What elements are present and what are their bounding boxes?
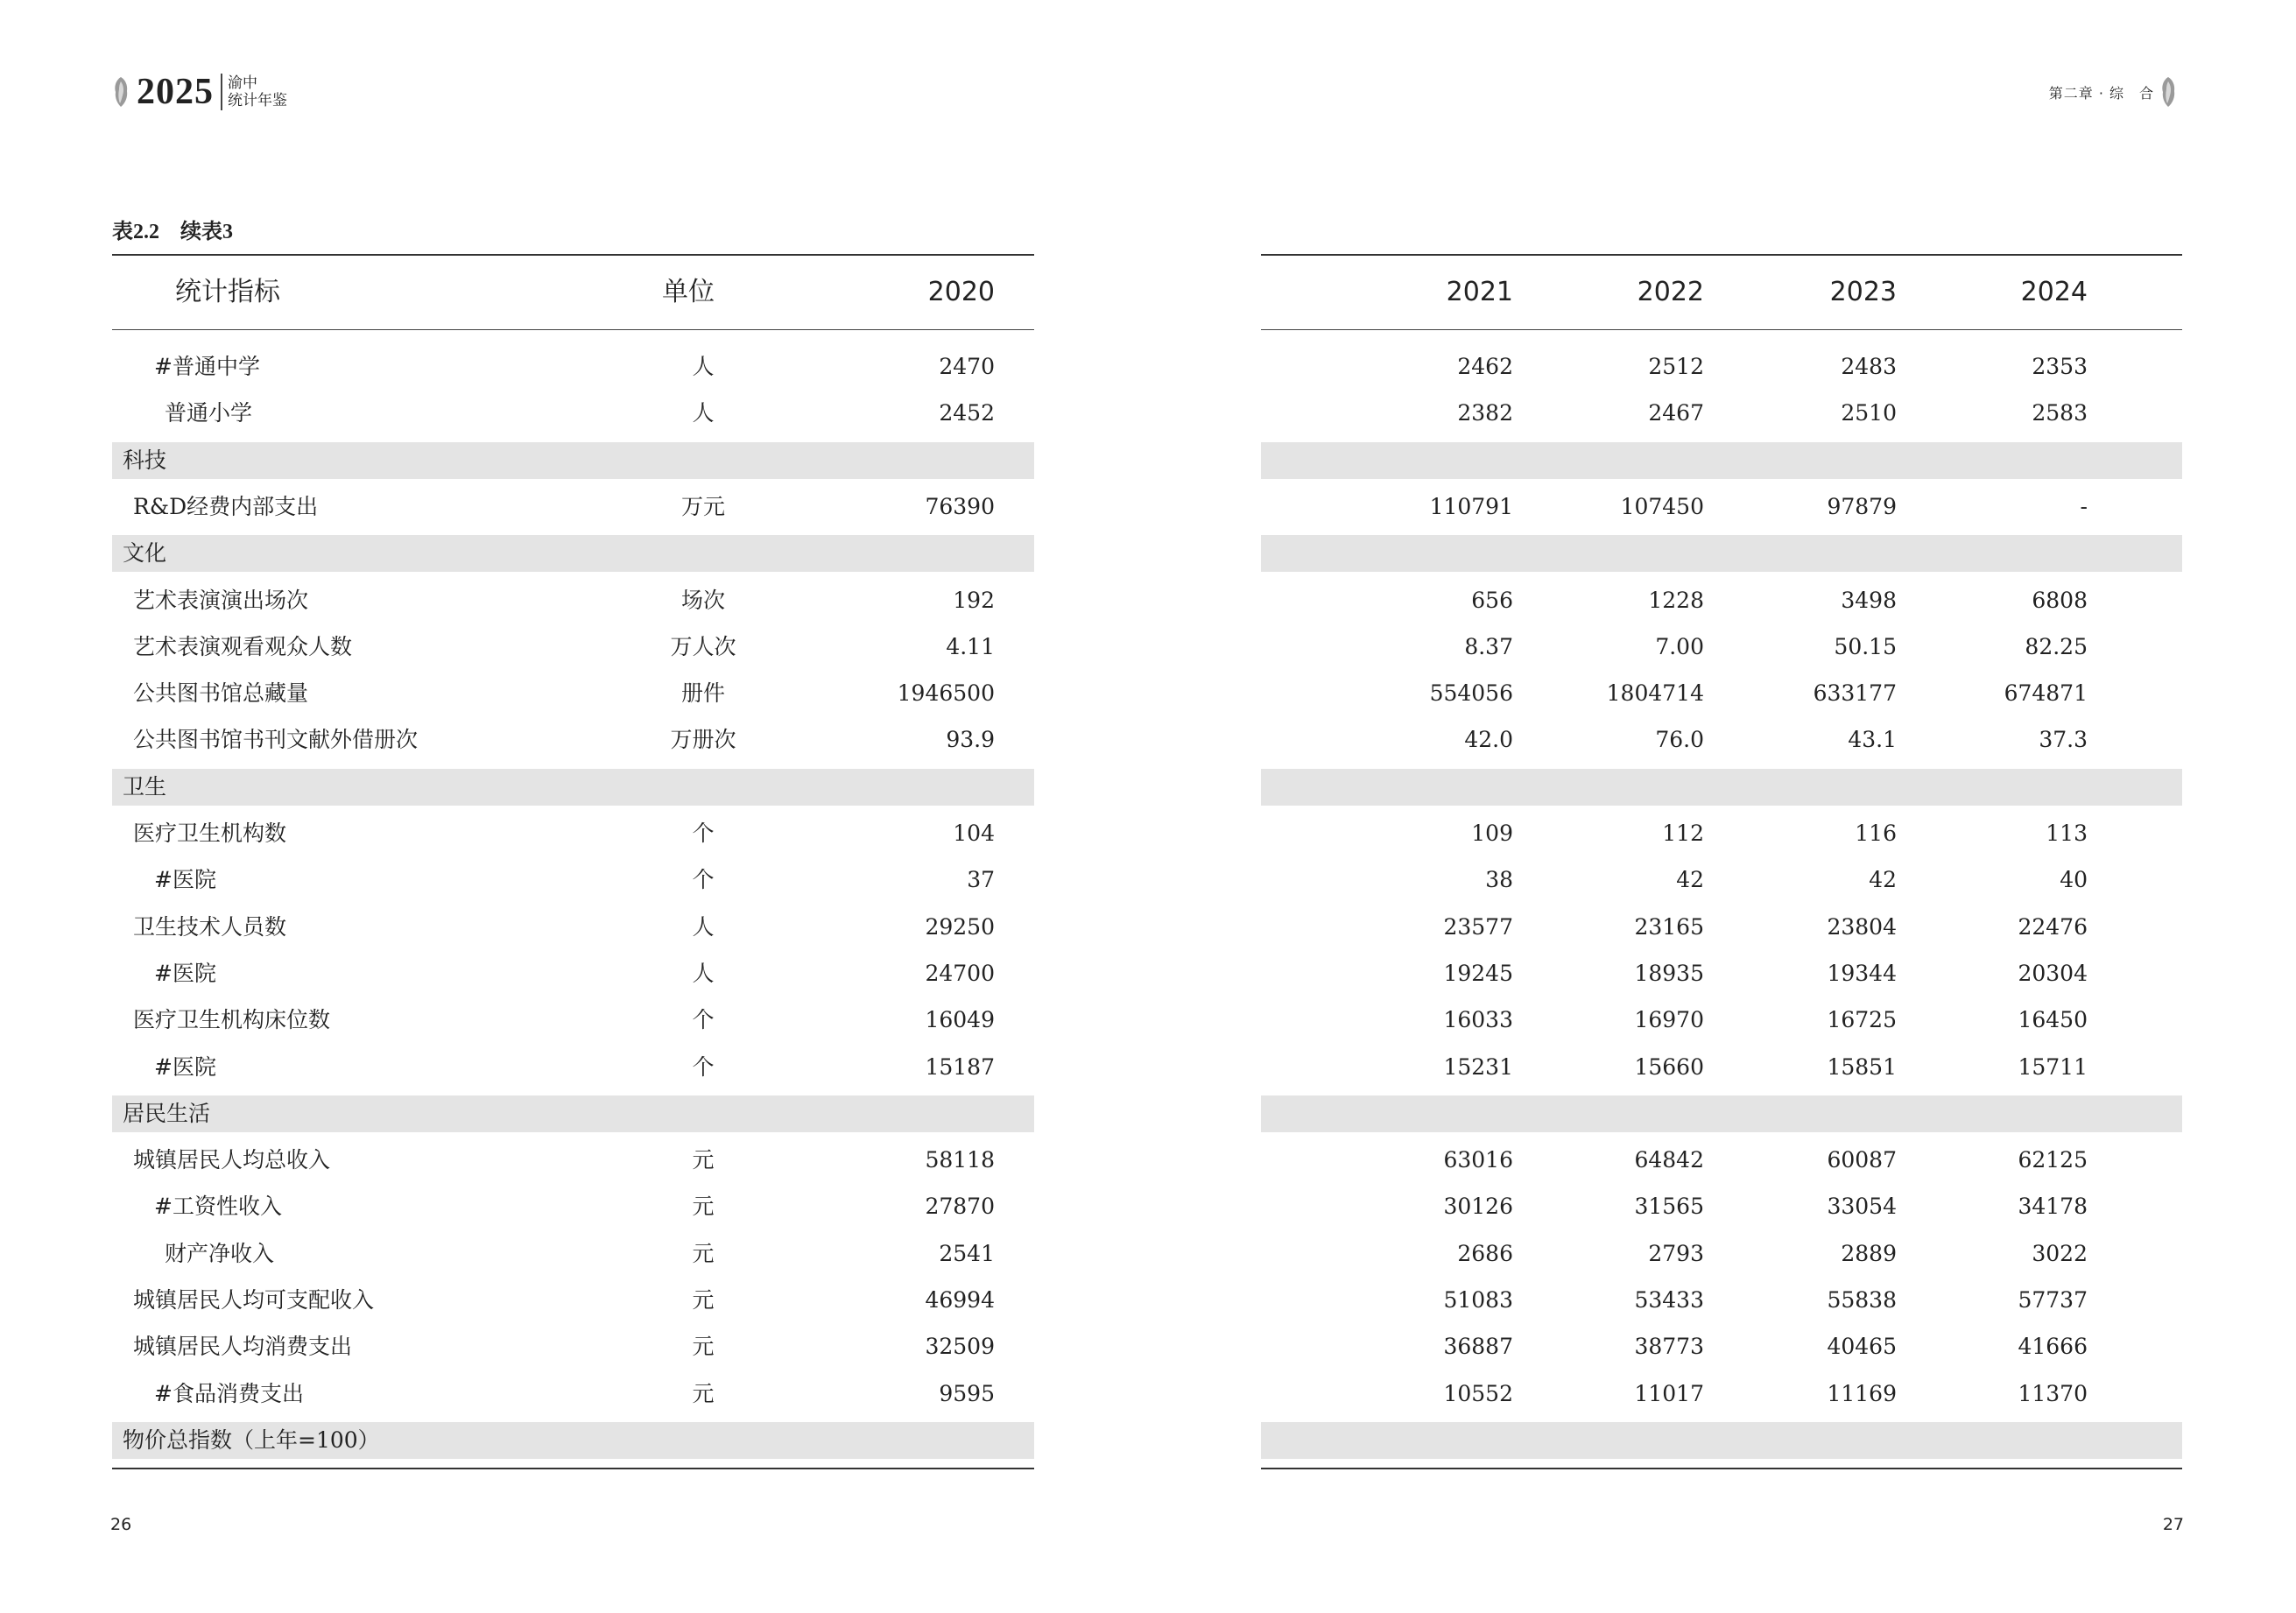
header-divider	[221, 74, 222, 110]
table-row	[1261, 629, 2182, 666]
section-label: 卫生	[123, 774, 167, 799]
unit-cell: 元	[692, 1194, 715, 1219]
value-cell: 10552	[1443, 1381, 1513, 1406]
table-row	[112, 675, 1034, 712]
value-cell: 42	[1869, 867, 1897, 892]
section-row	[112, 1422, 1034, 1459]
value-cell: 113	[2046, 821, 2088, 846]
unit-cell: 人	[692, 961, 715, 986]
value-cell: 1228	[1648, 588, 1704, 613]
section-row	[1261, 1422, 2182, 1459]
section-row	[112, 442, 1034, 479]
indicator-name: 艺术表演演出场次	[133, 588, 309, 613]
section-row	[1261, 535, 2182, 572]
table-row	[1261, 1002, 2182, 1039]
value-cell: 76390	[925, 494, 995, 519]
unit-cell: 场次	[680, 588, 725, 613]
value-cell: 1946500	[897, 680, 995, 706]
value-cell: 16450	[2018, 1007, 2088, 1032]
table-row	[112, 862, 1034, 898]
value-cell: 29250	[925, 914, 995, 940]
value-cell: 8.37	[1464, 634, 1513, 659]
value-cell: 23165	[1634, 914, 1704, 940]
unit-cell: 万元	[680, 494, 725, 519]
value-cell: 51083	[1443, 1287, 1513, 1313]
value-cell: 2353	[2032, 354, 2088, 379]
indicator-name: 城镇居民人均可支配收入	[133, 1287, 375, 1313]
value-cell: 16970	[1634, 1007, 1704, 1032]
indicator-name: #工资性收入	[154, 1194, 282, 1219]
header-year: 2024	[2020, 277, 2088, 307]
header-indicator: 统计指标	[175, 277, 280, 307]
indicator-name: 财产净收入	[165, 1241, 275, 1266]
section-label: 物价总指数（上年=100）	[123, 1427, 380, 1453]
value-cell: 34178	[2018, 1194, 2088, 1219]
value-cell: 1804714	[1606, 680, 1704, 706]
section-row	[112, 1095, 1034, 1132]
value-cell: 2470	[939, 354, 995, 379]
table-row	[112, 582, 1034, 619]
value-cell: 2467	[1648, 400, 1704, 426]
indicator-name: 艺术表演观看观众人数	[133, 634, 353, 659]
page-number-left: 26	[110, 1515, 132, 1534]
value-cell: 63016	[1443, 1147, 1513, 1173]
section-row	[1261, 1095, 2182, 1132]
unit-cell: 人	[692, 914, 715, 940]
value-cell: 633177	[1813, 680, 1897, 706]
header-year: 2025	[137, 72, 214, 112]
table-row	[112, 489, 1034, 525]
table-header-rule	[112, 329, 1034, 330]
value-cell: 42.0	[1464, 727, 1513, 752]
value-cell: 50.15	[1834, 634, 1897, 659]
section-label: 科技	[123, 447, 167, 473]
unit-cell: 人	[692, 354, 715, 379]
table-row	[1261, 395, 2182, 432]
value-cell: 38773	[1634, 1334, 1704, 1359]
indicator-name: #食品消费支出	[154, 1381, 304, 1406]
value-cell: 32509	[925, 1334, 995, 1359]
value-cell: 19245	[1443, 961, 1513, 986]
unit-cell: 册件	[680, 680, 725, 706]
value-cell: 2452	[939, 400, 995, 426]
value-cell: 15711	[2018, 1054, 2088, 1080]
indicator-name: 医疗卫生机构数	[133, 821, 287, 846]
table-row	[112, 1002, 1034, 1039]
value-cell: 674871	[2004, 680, 2088, 706]
value-cell: 2462	[1457, 354, 1513, 379]
table-row	[1261, 1236, 2182, 1272]
header-year: 2023	[1829, 277, 1897, 307]
indicator-name: 城镇居民人均消费支出	[133, 1334, 353, 1359]
value-cell: 22476	[2018, 914, 2088, 940]
header-year: 2022	[1637, 277, 1704, 307]
table-row	[1261, 1142, 2182, 1179]
value-cell: 57737	[2018, 1287, 2088, 1313]
value-cell: 192	[953, 588, 995, 613]
unit-cell: 万册次	[670, 727, 736, 752]
value-cell: 11370	[2018, 1381, 2088, 1406]
table-row	[112, 1142, 1034, 1179]
indicator-name: 卫生技术人员数	[133, 914, 287, 940]
indicator-name: 城镇居民人均总收入	[133, 1147, 331, 1173]
table-row	[112, 909, 1034, 946]
value-cell: 2510	[1841, 400, 1897, 426]
value-cell: 37	[967, 867, 995, 892]
indicator-name: 医疗卫生机构床位数	[133, 1007, 331, 1032]
table-row	[112, 629, 1034, 666]
value-cell: 3022	[2032, 1241, 2088, 1266]
value-cell: 60087	[1827, 1147, 1897, 1173]
value-cell: 18935	[1634, 961, 1704, 986]
value-cell: 20304	[2018, 961, 2088, 986]
value-cell: 42	[1676, 867, 1704, 892]
value-cell: 656	[1471, 588, 1513, 613]
value-cell: 15187	[925, 1054, 995, 1080]
table-row	[1261, 489, 2182, 525]
table-row	[1261, 1376, 2182, 1412]
header-year: 2021	[1446, 277, 1513, 307]
header-unit: 单位	[662, 277, 715, 307]
value-cell: 2889	[1841, 1241, 1897, 1266]
value-cell: 43.1	[1848, 727, 1897, 752]
value-cell: 2541	[939, 1241, 995, 1266]
table-row	[1261, 1328, 2182, 1365]
value-cell: 6808	[2032, 588, 2088, 613]
value-cell: 110791	[1429, 494, 1513, 519]
value-cell: 2583	[2032, 400, 2088, 426]
indicator-name: 公共图书馆总藏量	[133, 680, 309, 706]
value-cell: 9595	[939, 1381, 995, 1406]
value-cell: 15851	[1827, 1054, 1897, 1080]
value-cell: 112	[1662, 821, 1704, 846]
table-header-row	[112, 256, 1034, 329]
table-row	[112, 349, 1034, 385]
table-row	[112, 1188, 1034, 1225]
table-row	[1261, 722, 2182, 758]
book-header	[112, 70, 287, 114]
value-cell: 23804	[1827, 914, 1897, 940]
table-row	[1261, 675, 2182, 712]
table-header-row	[1261, 256, 2182, 329]
table-bottom-rule	[1261, 1468, 2182, 1469]
value-cell: 33054	[1827, 1194, 1897, 1219]
value-cell: 62125	[2018, 1147, 2088, 1173]
value-cell: 76.0	[1655, 727, 1704, 752]
value-cell: 11169	[1827, 1381, 1897, 1406]
value-cell: 2686	[1457, 1241, 1513, 1266]
section-row	[112, 769, 1034, 806]
value-cell: 97879	[1827, 494, 1897, 519]
unit-cell: 个	[692, 867, 715, 892]
table-row	[112, 1236, 1034, 1272]
value-cell: 41666	[2018, 1334, 2088, 1359]
chapter-title: 第二章 · 综 合	[2048, 84, 2154, 102]
table-row	[112, 1328, 1034, 1365]
table-row	[112, 395, 1034, 432]
value-cell: 31565	[1634, 1194, 1704, 1219]
book-title-line2: 统计年鉴	[228, 92, 287, 109]
table-row	[1261, 1049, 2182, 1086]
unit-cell: 个	[692, 821, 715, 846]
value-cell: 40465	[1827, 1334, 1897, 1359]
table-row	[112, 1376, 1034, 1412]
value-cell: 24700	[925, 961, 995, 986]
table-header-rule	[1261, 329, 2182, 330]
value-cell: 109	[1471, 821, 1513, 846]
value-cell: 16033	[1443, 1007, 1513, 1032]
landmark-emblem-icon	[2159, 76, 2177, 108]
value-cell: 104	[953, 821, 995, 846]
indicator-name: R&D经费内部支出	[133, 494, 319, 519]
value-cell: 2793	[1648, 1241, 1704, 1266]
value-cell: -	[2080, 494, 2088, 519]
table-row	[112, 1049, 1034, 1086]
table-row	[1261, 1188, 2182, 1225]
value-cell: 15231	[1443, 1054, 1513, 1080]
value-cell: 11017	[1634, 1381, 1704, 1406]
table-row	[1261, 862, 2182, 898]
unit-cell: 元	[692, 1334, 715, 1359]
value-cell: 2382	[1457, 400, 1513, 426]
value-cell: 19344	[1827, 961, 1897, 986]
value-cell: 2512	[1648, 354, 1704, 379]
unit-cell: 人	[692, 400, 715, 426]
unit-cell: 元	[692, 1147, 715, 1173]
section-row	[112, 535, 1034, 572]
value-cell: 40	[2060, 867, 2088, 892]
unit-cell: 个	[692, 1007, 715, 1032]
value-cell: 2483	[1841, 354, 1897, 379]
table-row	[1261, 955, 2182, 992]
value-cell: 93.9	[946, 727, 995, 752]
value-cell: 55838	[1827, 1287, 1897, 1313]
value-cell: 3498	[1841, 588, 1897, 613]
section-label: 文化	[123, 540, 167, 566]
value-cell: 16049	[925, 1007, 995, 1032]
section-row	[1261, 769, 2182, 806]
section-row	[1261, 442, 2182, 479]
unit-cell: 元	[692, 1287, 715, 1313]
table-row	[1261, 909, 2182, 946]
value-cell: 23577	[1443, 914, 1513, 940]
value-cell: 64842	[1634, 1147, 1704, 1173]
table-row	[1261, 582, 2182, 619]
value-cell: 82.25	[2025, 634, 2088, 659]
value-cell: 58118	[925, 1147, 995, 1173]
value-cell: 37.3	[2039, 727, 2088, 752]
indicator-name: 公共图书馆书刊文献外借册次	[133, 727, 419, 752]
table-row	[1261, 1282, 2182, 1319]
value-cell: 53433	[1634, 1287, 1704, 1313]
indicator-name: #医院	[154, 961, 216, 986]
value-cell: 107450	[1620, 494, 1704, 519]
table-row	[112, 722, 1034, 758]
unit-cell: 个	[692, 1054, 715, 1080]
value-cell: 16725	[1827, 1007, 1897, 1032]
indicator-name: #医院	[154, 867, 216, 892]
section-label: 居民生活	[123, 1101, 211, 1126]
value-cell: 554056	[1429, 680, 1513, 706]
table-row	[112, 955, 1034, 992]
value-cell: 116	[1855, 821, 1897, 846]
table-row	[112, 815, 1034, 852]
chapter-header	[2049, 72, 2184, 112]
value-cell: 7.00	[1655, 634, 1704, 659]
table-bottom-rule	[112, 1468, 1034, 1469]
indicator-name: #普通中学	[154, 354, 260, 379]
value-cell: 46994	[925, 1287, 995, 1313]
value-cell: 36887	[1443, 1334, 1513, 1359]
table-row	[1261, 349, 2182, 385]
unit-cell: 万人次	[670, 634, 736, 659]
indicator-name: #医院	[154, 1054, 216, 1080]
indicator-name: 普通小学	[165, 400, 253, 426]
book-title-line1: 渝中	[228, 74, 257, 92]
table-row	[1261, 815, 2182, 852]
value-cell: 4.11	[946, 634, 995, 659]
table-row	[112, 1282, 1034, 1319]
value-cell: 15660	[1634, 1054, 1704, 1080]
unit-cell: 元	[692, 1381, 715, 1406]
value-cell: 27870	[925, 1194, 995, 1219]
header-year: 2020	[927, 277, 995, 307]
unit-cell: 元	[692, 1241, 715, 1266]
book-title	[228, 74, 287, 109]
value-cell: 30126	[1443, 1194, 1513, 1219]
table-title: 表2.2 续表3	[112, 221, 233, 243]
page-number-right: 27	[2162, 1515, 2184, 1534]
value-cell: 38	[1485, 867, 1513, 892]
landmark-emblem-icon	[112, 76, 130, 108]
